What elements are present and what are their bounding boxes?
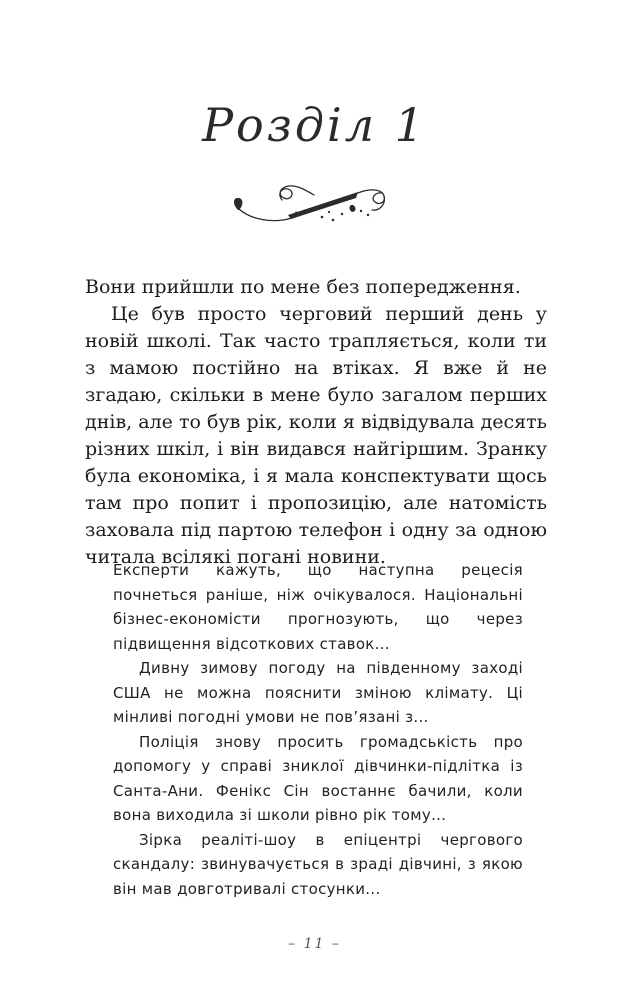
news-paragraph: Експерти кажуть, що наступна рецесія почнеться раніше, ніж очікувалося. Національні бізнес-економісти прогнозують, що через підвищення відсоткових ставок... xyxy=(113,561,523,653)
news-paragraph: Поліція знову просить громадськість про допомогу у справі зниклої дівчинки-підлітка із Санта-Ани. Фенікс Сін востаннє бачили, коли вона виходила зі школи рівно рік тому... xyxy=(113,732,523,824)
chapter-title: Розділ 1 xyxy=(202,98,427,152)
news-paragraph: Дивну зимову погоду на південному заході США не можна пояснити зміною клімату. Ці мінливі погодні умови не пов’язані з... xyxy=(113,659,523,726)
news-paragraph: Зірка реаліті-шоу в епіцентрі чергового скандалу: звинувачується в зраді дівчині, з якою він мав довготривалі стосунки... xyxy=(113,830,523,898)
narrative-text-block xyxy=(85,274,547,571)
news-excerpt-block xyxy=(113,558,523,901)
page-number: – 11 – xyxy=(288,936,341,952)
narrative-paragraph: Це був просто черговий перший день у новій школі. Так часто трапляється, коли ти з мамою постійно на втіках. Я вже й не згадаю, скільки в мене було загалом перших днів, але то був рік, коли я відвідувала десять різних шкіл, і він видався найгіршим. Зранку була економіка, і я мала конспектувати щось там про попит і пропозицію, але натомість заховала під партою телефон і одну за одною читала всілякі погані новини. xyxy=(85,303,547,568)
flourish-divider-icon xyxy=(0,184,629,234)
narrative-paragraph: Вони прийшли по мене без попередження. xyxy=(85,276,521,298)
